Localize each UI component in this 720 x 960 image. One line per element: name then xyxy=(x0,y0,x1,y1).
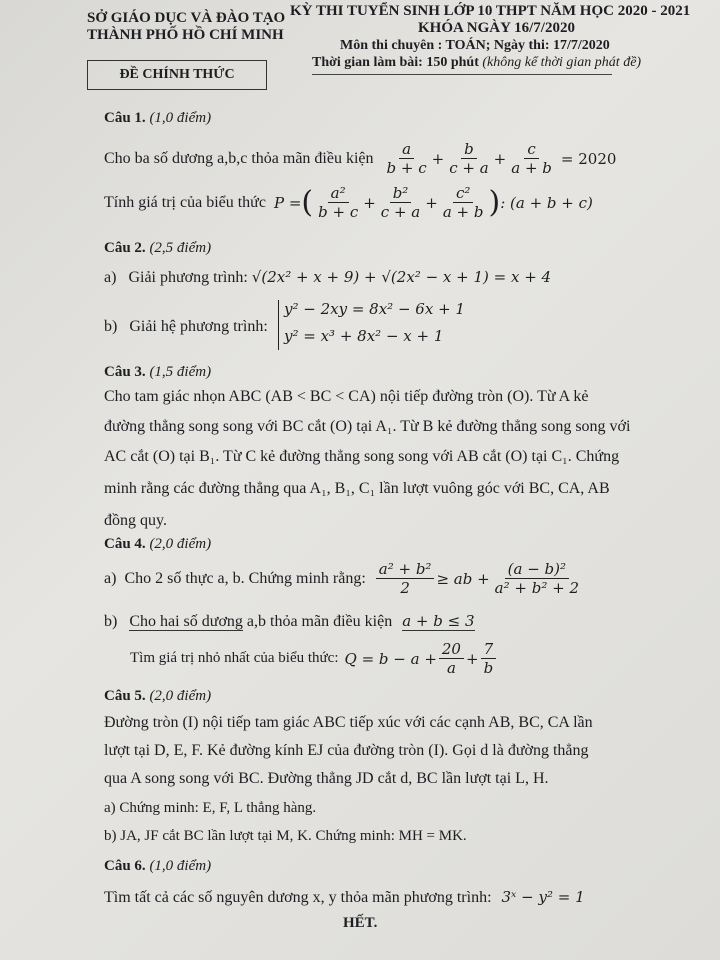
q2b: b) Giải hệ phương trình: xyxy=(104,318,268,335)
q5-label: Câu 5. (2,0 điểm) xyxy=(104,688,212,704)
q2a: a) Giải phương trình: √(2x² + x + 9) + √(2x² − x + 1) = x + 4 xyxy=(104,268,552,286)
q1-condition: Cho ba số dương a,b,c thỏa mãn điều kiện $\frac{a}{b + c}$ + $\frac{b}{c + a}$ + $\frac{c}{a + b}$ = 2020 xyxy=(104,140,617,177)
exam-date: KHÓA NGÀY 16/7/2020 xyxy=(418,20,575,36)
dept-line2: THÀNH PHỐ HỒ CHÍ MINH xyxy=(87,27,284,43)
q5-line1: Đường tròn (I) nội tiếp tam giác ABC tiếp xúc với các cạnh AB, BC, CA lần xyxy=(104,714,593,731)
q5b: b) JA, JF cắt BC lần lượt tại M, K. Chứng minh: MH = MK. xyxy=(104,828,467,844)
dept-line1: SỞ GIÁO DỤC VÀ ĐÀO TẠO xyxy=(87,10,286,26)
q4b-line2: Tìm giá trị nhỏ nhất của biểu thức: Q = b − a + $\frac{20}{a}$ + $\frac{7}{b}$ xyxy=(130,640,498,677)
q3-line1: Cho tam giác nhọn ABC (AB < BC < CA) nội tiếp đường tròn (O). Từ A kẻ xyxy=(104,388,589,405)
end-mark: HẾT. xyxy=(343,915,378,931)
q2b-eq1: y² − 2xy = 8x² − 6x + 1 xyxy=(284,300,465,318)
q6-label: Câu 6. (1,0 điểm) xyxy=(104,858,212,874)
exam-title: KỲ THI TUYỂN SINH LỚP 10 THPT NĂM HỌC 2020 - 2021 xyxy=(290,3,691,19)
exam-time: Thời gian làm bài: 150 phút (không kể thời gian phát đề) xyxy=(312,55,642,70)
exam-subject: Môn thi chuyên : TOÁN; Ngày thi: 17/7/2020 xyxy=(340,38,610,53)
q2-label: Câu 2. (2,5 điểm) xyxy=(104,240,212,256)
q3-line2: đường thẳng song song với BC cắt (O) tại A₁. Từ B kẻ đường thẳng song song với xyxy=(104,418,631,435)
q2b-eq2: y² = x³ + 8x² − x + 1 xyxy=(284,327,444,345)
q3-line5: đồng quy. xyxy=(104,512,167,529)
q1-label: Câu 1. (1,0 điểm) xyxy=(104,110,212,126)
q3-line4: minh rằng các đường thẳng qua A₁, B₁, C₁ lần lượt vuông góc với BC, CA, AB xyxy=(104,480,610,497)
q5-line2: lượt tại D, E, F. Kẻ đường kính EJ của đường tròn (I). Gọi d là đường thẳng xyxy=(104,742,589,759)
q1-expression: Tính giá trị của biểu thức P = ( $\frac{\text{a²}}{b + c}$ + $\frac{\text{b²}}{c + a}$ + $\frac{\text{c²}}{a + b}$ ) : (a + b + c) xyxy=(104,184,593,221)
q5-line3: qua A song song với BC. Đường thẳng JD cắt d, BC lần lượt tại L, H. xyxy=(104,770,549,787)
q4b: b) Cho hai số dương a,b thỏa mãn điều kiện a + b ≤ 3 xyxy=(104,612,475,630)
q3-line3: AC cắt (O) tại B₁. Từ C kẻ đường thẳng song song với AB cắt (O) tại C₁. Chứng xyxy=(104,448,620,465)
q4a: a) Cho 2 số thực a, b. Chứng minh rằng: $\frac{\text{a² + b²}}{2}$ ≥ ab + $\frac{\text{(a − b)²}}{\text{a² + b² + 2}}$ xyxy=(104,560,579,597)
q6-text: Tìm tất cả các số nguyên dương x, y thỏa mãn phương trình: 3ˣ − y² = 1 xyxy=(104,888,585,906)
q5a: a) Chứng minh: E, F, L thẳng hàng. xyxy=(104,800,317,816)
header-rule xyxy=(312,74,612,75)
q3-label: Câu 3. (1,5 điểm) xyxy=(104,364,212,380)
q4-label: Câu 4. (2,0 điểm) xyxy=(104,536,212,552)
official-box: ĐỀ CHÍNH THỨC xyxy=(87,60,267,90)
system-brace xyxy=(278,300,279,350)
